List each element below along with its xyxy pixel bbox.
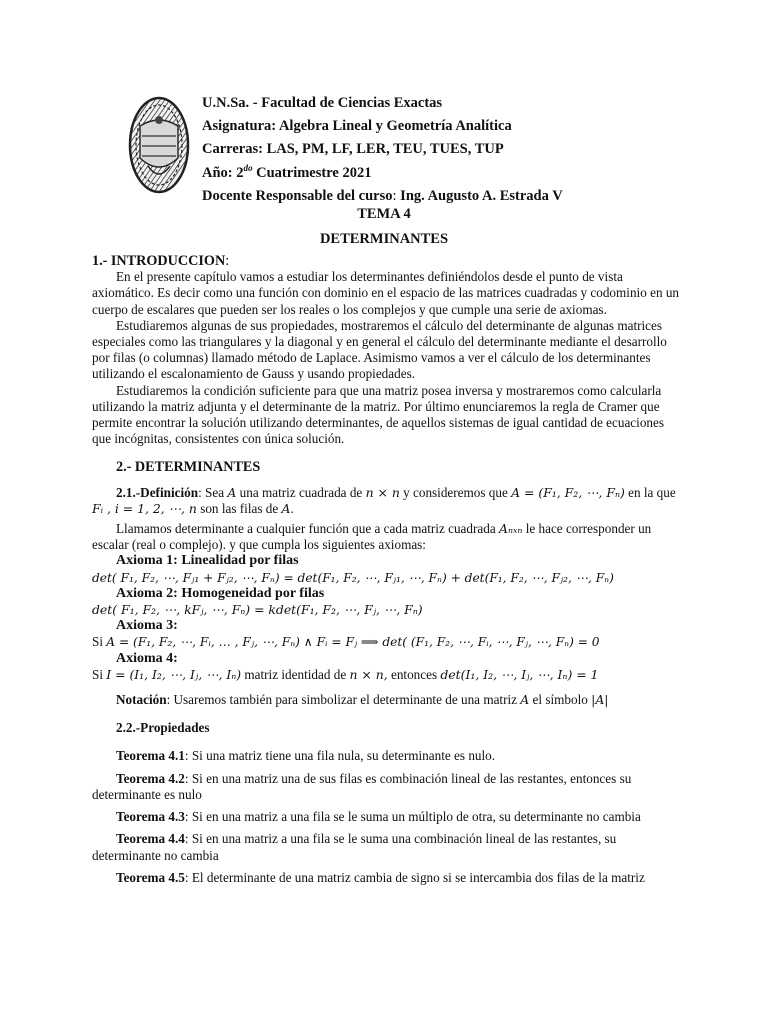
definition-label: 2.1.-Definición [116,484,199,500]
intro-paragraph-1: En el presente capítulo vamos a estudiar los determinantes definiéndolos desde el punto de vista axiomático. Es decir como una función con dominio en el espacio de las matrices cuadradas y codominio en un cuerpo de escalares que pueden ser los reales o los complejos y que cumple una serie de axiomas. [92,269,680,317]
teacher-label: Docente Responsable del curso [202,187,393,204]
notation-paragraph [92,692,684,708]
axiom-1-formula: det( F₁, F₂, ⋯, Fⱼ₁ + Fⱼ₂, ⋯, Fₙ) = det(F₁, F₂, ⋯, Fⱼ₁, ⋯, Fₙ) + det(F₁, F₂, ⋯, Fⱼ₂, ⋯, Fₙ) [92,570,614,585]
intro-paragraph-3: Estudiaremos la condición suficiente para que una matriz posea inversa y mostraremos como calcularla utilizando la matriz adjunta y el determinante de la matriz. Por último enunciaremos la regla de Cramer que permite encontrar la solución utilizando determinantes, de aquellos sistemas de igual cantidad de ecuaciones que incógnitas, consistentes con única solución. [92,382,664,447]
header-year [202,162,742,185]
header-subject [202,115,742,138]
definition-paragraph [92,485,684,517]
axiom-4-formula-1: I = (I₁, I₂, ⋯, Iⱼ, ⋯, Iₙ) [106,666,242,682]
teacher-sep: : [392,187,401,204]
theorem-text: : Si en una matriz a una fila se le suma un múltiplo de otra, su determinante no cambia [184,809,641,825]
careers-label: Carreras [202,141,259,158]
subject-label: Asignatura [202,118,272,135]
axiom-4-nxn: n × n, [349,666,388,682]
intro-heading-text: 1.- INTRODUCCION [92,253,226,269]
axiom-3-title: Axioma 3: [116,618,178,634]
header-teacher [202,185,742,208]
def-var-a: A [227,484,237,500]
theorem-label: Teorema 4.5 [116,869,185,885]
theorem-text: : El determinante de una matriz cambia de signo si se intercambia dos filas de la matriz [184,869,645,885]
teacher-name: Ing. Augusto A. Estrada V [400,187,563,204]
year-term: Cuatrimestre 2021 [252,164,372,181]
course-header [202,92,742,208]
notation-text: : Usaremos también para simbolizar el determinante de una matriz [166,692,521,708]
notation-label: Notación [116,692,167,708]
header-careers [202,138,742,161]
subject-value: : Algebra Lineal y Geometría Analítica [271,118,512,135]
axiom-4-title: Axioma 4: [116,650,178,666]
theorem-item [92,771,684,803]
def-nxn: n × n [365,484,400,500]
axiom-1-title: Axioma 1: Linealidad por filas [116,553,299,569]
intro-paragraph-2: Estudiaremos algunas de sus propiedades, mostraremos el cálculo del determinante de algunas matrices especiales como las triangulares y la diagonal y en general el cálculo del determinante mediante el desarrollo por filas (o columnas) llamado método de Laplace. Asimismo vamos a ver el cálculo de los determinantes utilizando el escalonamiento de Gauss y usando propiedades. [92,317,667,382]
llamamos-text-b: le hace corresponder un escalar (real o complejo). y que cumpla los siguientes axiomas: [92,521,652,553]
year-superscript: do [243,162,253,173]
theorem-text: : Si en una matriz una de sus filas es combinación lineal de las restantes, entonces su determinante es nulo [92,770,632,802]
def-text-e: son las filas de [196,500,282,516]
axiom-3-si: Si [92,634,107,650]
theorem-item [92,870,684,886]
notation-var: A [520,692,530,708]
theorem-text: : Si una matriz tiene una fila nula, su determinante es nulo. [184,748,496,764]
theorem-label: Teorema 4.2 [116,770,185,786]
llamamos-matrix: Aₙₓₙ [499,521,523,537]
axiom-2-equation [92,602,684,618]
def-text-d: en la que [624,484,676,500]
axiom-2-formula: det( F₁, F₂, ⋯, kFⱼ, ⋯, Fₙ) = kdet(F₁, F₂, ⋯, Fⱼ, ⋯, Fₙ) [92,602,423,618]
def-equation: A = (F₁, F₂, ⋯, Fₙ) [511,484,625,500]
llamamos-paragraph [92,521,684,553]
def-var-a2: A [281,500,291,516]
theorem-item [92,831,684,863]
year-label: Año [202,164,228,181]
intro-heading-colon: : [225,253,230,269]
university-seal-icon [128,96,190,194]
axiom-4-formula-2: det(I₁, I₂, ⋯, Iⱼ, ⋯, Iₙ) = 1 [440,666,599,682]
axiom-2-title: Axioma 2: Homogeneidad por filas [116,585,325,601]
def-rows: Fᵢ , i = 1, 2, ⋯, n [92,500,197,516]
axiom-4-entonces: entonces [387,666,441,682]
notation-text-2: el símbolo [529,692,592,708]
llamamos-text-a: Llamamos determinante a cualquier función que a cada matriz cuadrada [116,521,499,537]
theorem-label: Teorema 4.1 [116,748,185,764]
careers-value: : LAS, PM, LF, LER, TEU, TUES, TUP [258,141,504,158]
topic-title: DETERMINANTES [319,231,449,247]
section-heading-intro [92,253,684,269]
theorem-label: Teorema 4.3 [116,809,185,825]
document-body [92,253,684,886]
axiom-3-equation [92,634,684,650]
theorem-label: Teorema 4.4 [116,831,185,847]
axiom-4-text: matriz identidad de [241,666,350,682]
notation-symbol: |A| [591,692,609,708]
header-institution: U.N.Sa. - Facultad de Ciencias Exactas [202,95,443,111]
def-text-a: : Sea [198,484,228,500]
def-text-f: . [290,500,294,516]
axiom-4-si: Si [92,666,107,682]
theorem-item [92,809,684,825]
year-value: : 2 [227,164,244,181]
theorem-item [92,748,684,764]
axiom-3-formula: A = (F₁, F₂, ⋯, Fᵢ, … , Fⱼ, ⋯, Fₙ) ∧ Fᵢ = Fⱼ ⟹ det( (F₁, F₂, ⋯, Fᵢ, ⋯, Fⱼ, ⋯, Fₙ) = 0 [106,635,600,650]
section-heading-propiedades: 2.2.-Propiedades [116,720,210,736]
def-text-c: y consideremos que [399,484,512,500]
axiom-1-equation [92,570,684,586]
theorem-list [92,748,684,885]
axiom-4-equation [92,667,684,683]
section-heading-determinantes: 2.- DETERMINANTES [116,459,261,476]
theorem-text: : Si en una matriz a una fila se le suma una combinación lineal de las restantes, su determinante no cambia [92,831,617,863]
topic-number: TEMA 4 [357,206,411,222]
def-text-b: una matriz cuadrada de [236,484,366,500]
